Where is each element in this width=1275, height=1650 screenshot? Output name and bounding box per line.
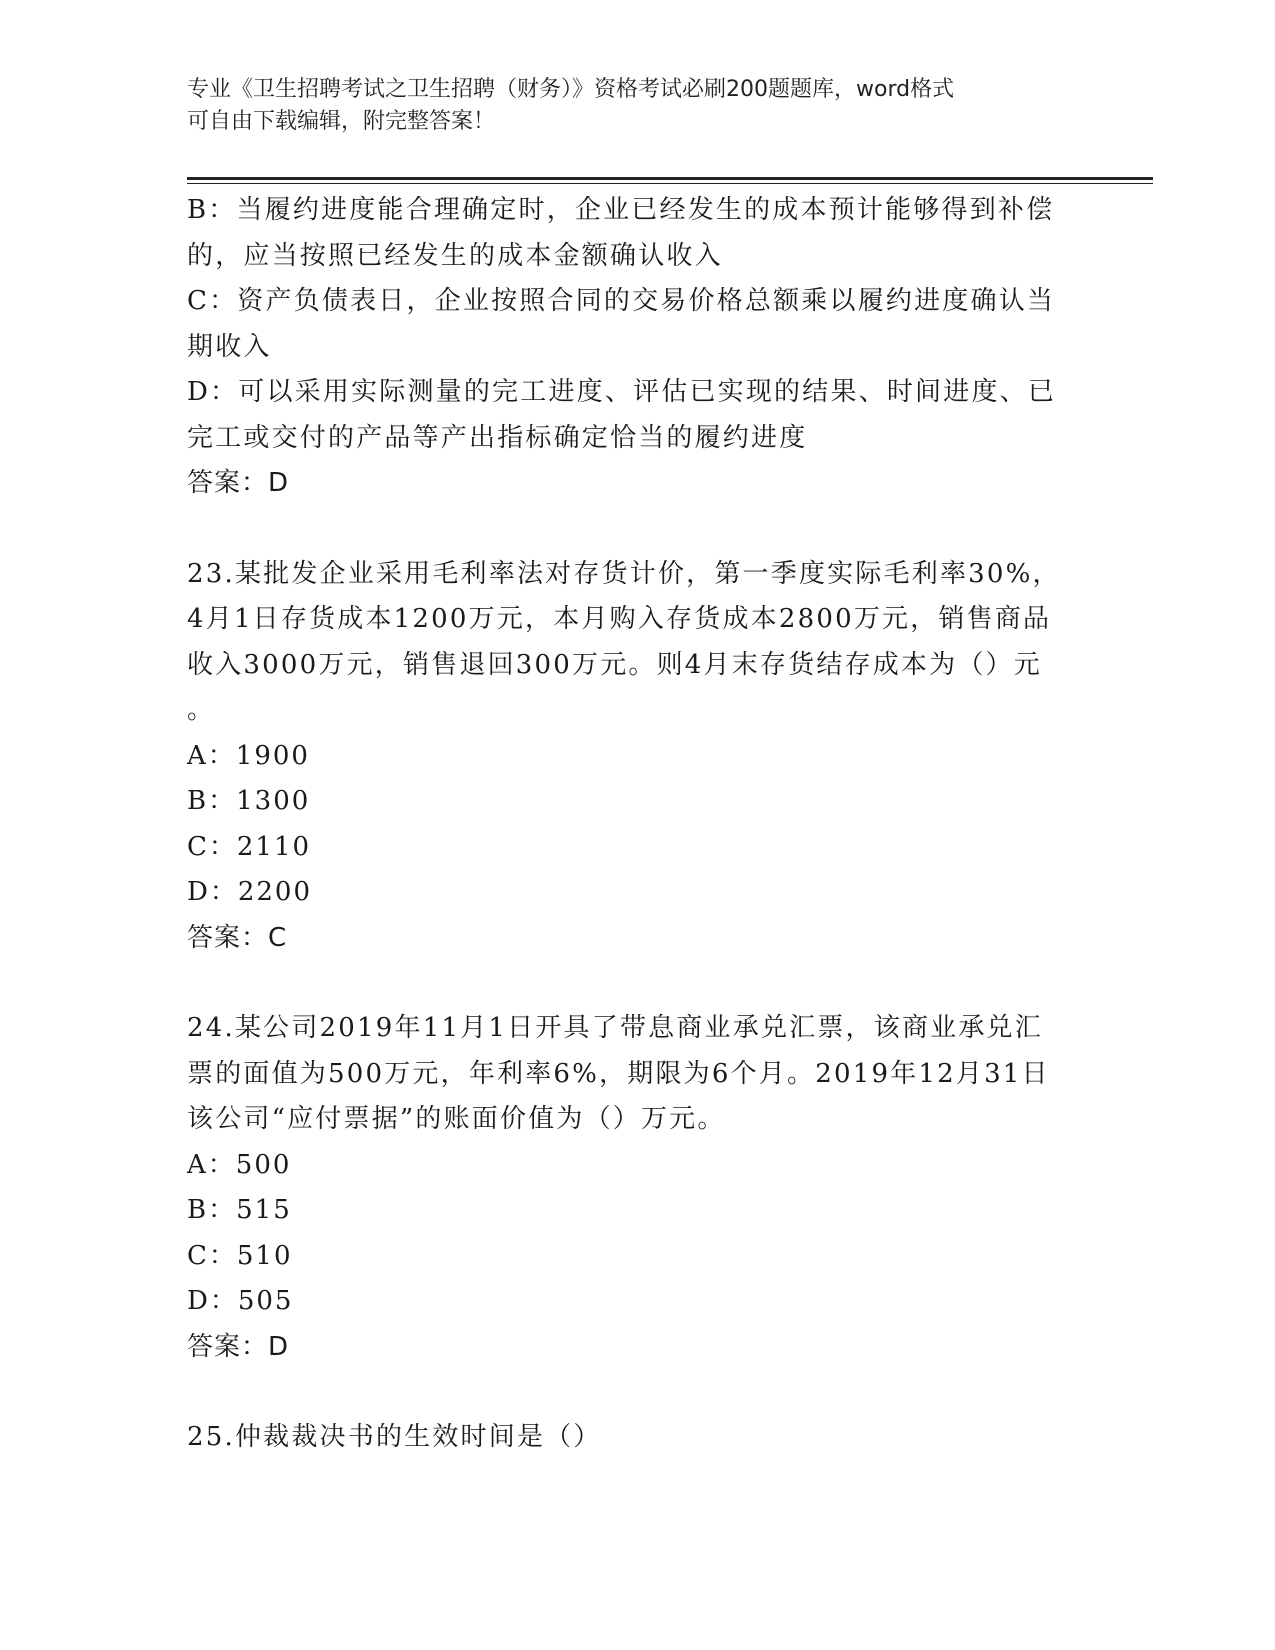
question-22	[187, 188, 1077, 507]
q23-answer: 答案：C	[187, 922, 288, 953]
question-24	[187, 1006, 1077, 1370]
spacer	[187, 1370, 1077, 1415]
header-title-line-1: 专业《卫生招聘考试之卫生招聘（财务）》资格考试必刷200题题库，word格式	[187, 77, 955, 102]
q24-stem-line-1: 24.某公司2019年11月1日开具了带息商业承兑汇票，该商业承兑汇	[187, 1013, 1043, 1043]
spacer	[187, 507, 1077, 552]
q24-option-c: C：510	[187, 1240, 293, 1271]
q22-option-d-line-1: D：可以采用实际测量的完工进度、评估已实现的结果、时间进度、已	[187, 377, 1057, 407]
q22-answer: 答案：D	[187, 468, 290, 498]
question-25	[187, 1415, 1077, 1461]
q22-option-b-line-1: B：当履约进度能合理确定时，企业已经发生的成本预计能够得到补偿	[187, 195, 1055, 225]
q24-option-d: D：505	[187, 1286, 294, 1316]
header-title-line-2: 可自由下载编辑，附完整答案！	[187, 109, 496, 134]
q23-option-c: C：2110	[187, 831, 312, 862]
q24-answer: 答案：D	[187, 1331, 290, 1362]
q23-stem-line-2: 4月1日存货成本1200万元，本月购入存货成本2800万元，销售商品	[187, 604, 1052, 634]
q24-option-b: B：515	[187, 1195, 292, 1225]
header-divider-thick	[187, 177, 1153, 180]
question-23	[187, 552, 1077, 962]
q22-option-c-line-1: C：资产负债表日，企业按照合同的交易价格总额乘以履约进度确认当	[187, 286, 1056, 316]
q22-option-d-line-2: 完工或交付的产品等产出指标确定恰当的履约进度	[187, 422, 808, 453]
q24-stem-line-3: 该公司“应付票据”的账面价值为（）万元。	[187, 1104, 726, 1134]
q23-stem-line-4: 。	[187, 695, 216, 725]
q24-option-a: A：500	[187, 1149, 292, 1180]
q23-stem-line-1: 23.某批发企业采用毛利率法对存货计价，第一季度实际毛利率30%，	[187, 558, 1061, 589]
q24-stem-line-2: 票的面值为500万元，年利率6%，期限为6个月。2019年12月31日	[187, 1058, 1050, 1089]
q23-option-a: A：1900	[187, 740, 310, 771]
q25-stem-line-1: 25.仲裁裁决书的生效时间是（）	[187, 1422, 602, 1452]
q23-option-b: B：1300	[187, 786, 311, 816]
document-body	[187, 188, 1077, 1461]
spacer	[187, 961, 1077, 1006]
q23-stem-line-3: 收入3000万元，销售退回300万元。则4月末存货结存成本为（）元	[187, 649, 1042, 680]
q22-option-c-line-2: 期收入	[187, 331, 272, 362]
q23-option-d: D：2200	[187, 877, 313, 907]
q22-option-b-line-2: 的，应当按照已经发生的成本金额确认收入	[187, 240, 723, 271]
document-header	[187, 74, 1067, 138]
header-divider-thin	[187, 183, 1153, 184]
